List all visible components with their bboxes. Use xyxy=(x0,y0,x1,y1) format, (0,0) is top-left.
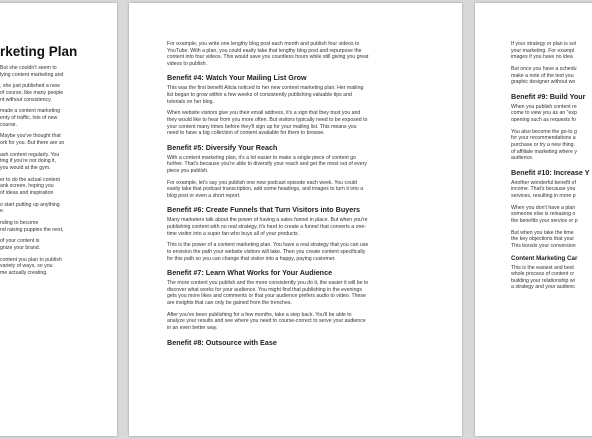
text-line: me actually creating. xyxy=(0,269,48,276)
text-line: YouTube. With a plan, you could easily take that lengthy blog post and repurpose the xyxy=(167,47,362,54)
text-line: come to view you as an "exp xyxy=(511,110,577,117)
text-line: er to do the actual content xyxy=(0,176,60,183)
text-line: This is the easiest and best xyxy=(511,264,574,271)
text-line: of ideas and inspiration xyxy=(0,189,54,196)
paragraph xyxy=(0,202,77,215)
paragraph xyxy=(0,108,77,128)
text-line: o start putting up anything xyxy=(0,201,60,208)
section-heading: Content Marketing Car xyxy=(511,254,578,262)
text-line: list began to grow within a few weeks of consistently publishing valuable tips and xyxy=(167,91,352,98)
text-line: the benefits your service or p xyxy=(511,217,578,224)
text-line: publishing content with no real strategy, it's hard to create a funnel that converts a one- xyxy=(167,224,366,231)
paragraph xyxy=(0,238,77,251)
section-heading: Benefit #9: Build Your xyxy=(511,91,586,101)
text-line: to envision the path your website visitors will take. Then you create content specifically xyxy=(167,249,366,256)
text-line: gnize your brand. xyxy=(0,244,41,251)
text-line: This was the first benefit Alicia noticed to her new content marketing plan. Her mailing xyxy=(167,85,364,92)
text-line: images if you have no idea xyxy=(511,54,573,61)
text-line: But once you have a schedu xyxy=(511,65,577,72)
text-line: nt without consistency. xyxy=(0,96,52,103)
text-line: content you plan to publish xyxy=(0,256,62,263)
paragraph xyxy=(167,242,368,262)
text-line: The more content you publish and the more consistently you do it, the easier it will be to xyxy=(167,280,369,287)
text-line: services, resulting in more p xyxy=(511,192,576,199)
page-3 xyxy=(475,3,592,436)
text-line: With a content marketing plan, it's a lot easier to make a single piece of content go xyxy=(167,154,356,161)
page-1 xyxy=(0,3,117,436)
paragraph xyxy=(167,85,368,105)
text-line: When you publish content re xyxy=(511,103,577,110)
text-line: When you don't have a plan xyxy=(511,204,576,211)
text-line: opening such as requests fo xyxy=(511,116,576,123)
text-line: variety of ways, so you xyxy=(0,263,53,270)
text-line: discover what works for your audience. You might find that publishing in the evenings xyxy=(167,286,362,293)
paragraph xyxy=(167,280,368,306)
text-line: tutorials on her blog. xyxy=(167,98,215,105)
paragraph xyxy=(511,129,590,162)
text-line: ork for you. But there are so xyxy=(0,139,65,146)
paragraph xyxy=(0,257,77,277)
text-line: audience. xyxy=(511,155,534,162)
text-line: someone else is releasing o xyxy=(511,211,576,218)
text-line: need to have a big collection of content available for them to browse. xyxy=(167,130,325,137)
section-heading: Benefit #4: Watch Your Mailing List Grow xyxy=(167,73,307,83)
text-line: course. xyxy=(0,121,18,128)
text-line: whole process of content cr xyxy=(511,271,575,278)
paragraph xyxy=(0,83,77,103)
text-line: gets you more likes and comments or that your audience prefers audio to video. These xyxy=(167,293,366,300)
text-line: nd raising puppies the next, xyxy=(0,226,64,233)
paragraph xyxy=(167,155,368,175)
section-heading: Benefit #7: Learn What Works for Your Audience xyxy=(167,268,333,278)
text-line: But when you take the time xyxy=(511,229,574,236)
section-heading: Benefit #8: Outsource with Ease xyxy=(167,337,277,347)
section-heading: Benefit #5: Diversify Your Reach xyxy=(167,142,278,152)
text-line: This is the power of a content marketing plan. You have a real strategy that you can use xyxy=(167,242,369,249)
text-line: for your recommendations a xyxy=(511,135,576,142)
paragraph xyxy=(0,152,77,172)
intro-paragraph xyxy=(167,41,368,67)
text-line: your content many times before they'll sign up for your mailing list. This means you xyxy=(167,123,357,130)
text-line: your marketing. For exampl xyxy=(511,47,575,54)
text-line: enty of traffic, lots of new xyxy=(0,114,58,121)
page-2 xyxy=(129,3,462,436)
paragraph xyxy=(0,133,77,146)
text-line: analyze your results and see where you need to course-correct to serve your audience xyxy=(167,318,366,325)
text-line: nding to become xyxy=(0,220,39,226)
text-line: of affiliate marketing where y xyxy=(511,148,577,155)
text-line: made a content marketing xyxy=(0,108,60,115)
text-line: of your content is xyxy=(0,238,40,245)
text-line: income. That's because you xyxy=(511,186,576,193)
page-1-text xyxy=(0,44,77,282)
text-line: You also become the go-to g xyxy=(511,128,577,135)
text-line: ting if you're not doing it, xyxy=(0,158,57,165)
text-line: graphic designer without wo xyxy=(511,79,576,86)
paragraph xyxy=(511,66,590,86)
text-line: purchase or try a new thing. xyxy=(511,141,576,148)
paragraph xyxy=(0,177,77,197)
text-line: you would at the gym. xyxy=(0,164,51,171)
text-line: make a note of the text you xyxy=(511,72,574,79)
page-1-title: rketing Plan xyxy=(0,44,78,59)
text-line: are insights that can only be gained from the trenches. xyxy=(167,300,292,306)
text-line: piece you publish. xyxy=(167,167,209,174)
text-line: further. That's because you're able to diversify your reach and get the most out of every xyxy=(167,161,367,168)
text-line: But she couldn't seem to xyxy=(0,65,57,71)
text-line: Many marketers talk about the power of having a sales funnel in place. But when you're xyxy=(167,217,368,224)
text-line: For example, let's say you publish one new podcast episode each week. You could xyxy=(167,179,357,186)
section-heading: Benefit #6: Create Funnels that Turn Visitors into Buyers xyxy=(167,205,361,215)
text-line: Maybe you've thought that xyxy=(0,133,61,140)
text-line: a strategy and your audienc xyxy=(511,284,576,291)
paragraph xyxy=(511,205,590,225)
text-line: the key objections that your xyxy=(511,236,575,243)
text-line: ash content regularly. You xyxy=(0,151,60,158)
text-line: in an even better way. xyxy=(167,324,218,331)
text-line: videos to publish. xyxy=(167,60,208,67)
text-line: e. xyxy=(0,208,5,215)
text-line: For example, you write one lengthy blog post each month and publish four videos to xyxy=(167,41,360,47)
text-line: of course, like many people xyxy=(0,89,64,96)
text-line: When website visitors give you their email address, it's a sign that they trust you and xyxy=(167,110,361,117)
paragraph xyxy=(167,110,368,136)
paragraph xyxy=(0,220,77,233)
paragraph xyxy=(511,104,590,124)
paragraph xyxy=(167,217,368,237)
paragraph xyxy=(0,65,77,78)
text-line: This boosts your conversion xyxy=(511,242,576,249)
paragraph xyxy=(167,312,368,332)
text-line: easily take that podcast transcription, add some headings, and images to turn it into a xyxy=(167,186,364,193)
text-line: for this path so you can change that visitor into a happy, paying customer. xyxy=(167,255,336,262)
page-2-text xyxy=(167,41,368,350)
text-line: ank screen, hoping you xyxy=(0,183,54,190)
page-3-text xyxy=(511,41,590,296)
paragraph xyxy=(511,230,590,250)
text-line: lying content marketing and xyxy=(0,71,64,78)
text-line: building your relationship wi xyxy=(511,277,575,284)
text-line: blog post or even a short report. xyxy=(167,192,241,199)
text-line: If your strategy or plan is sol xyxy=(511,41,576,47)
text-line: , she just published a new xyxy=(0,83,60,90)
paragraph xyxy=(511,180,590,200)
text-line: content into four videos. This would save you countless hours while still giving you great xyxy=(167,54,369,61)
section-heading: Benefit #10: Increase Y xyxy=(511,167,590,177)
paragraph xyxy=(167,180,368,200)
text-line: time visitor into a super fan who buys all of your products. xyxy=(167,230,300,237)
paragraph xyxy=(511,41,590,61)
paragraph xyxy=(511,265,590,291)
text-line: Another wonderful benefit of xyxy=(511,179,576,186)
text-line: After you've been publishing for a few months, take a step back. You'll be able to xyxy=(167,311,352,318)
text-line: they would like to hear from you more often. But visitors typically need to be exposed to xyxy=(167,116,368,123)
